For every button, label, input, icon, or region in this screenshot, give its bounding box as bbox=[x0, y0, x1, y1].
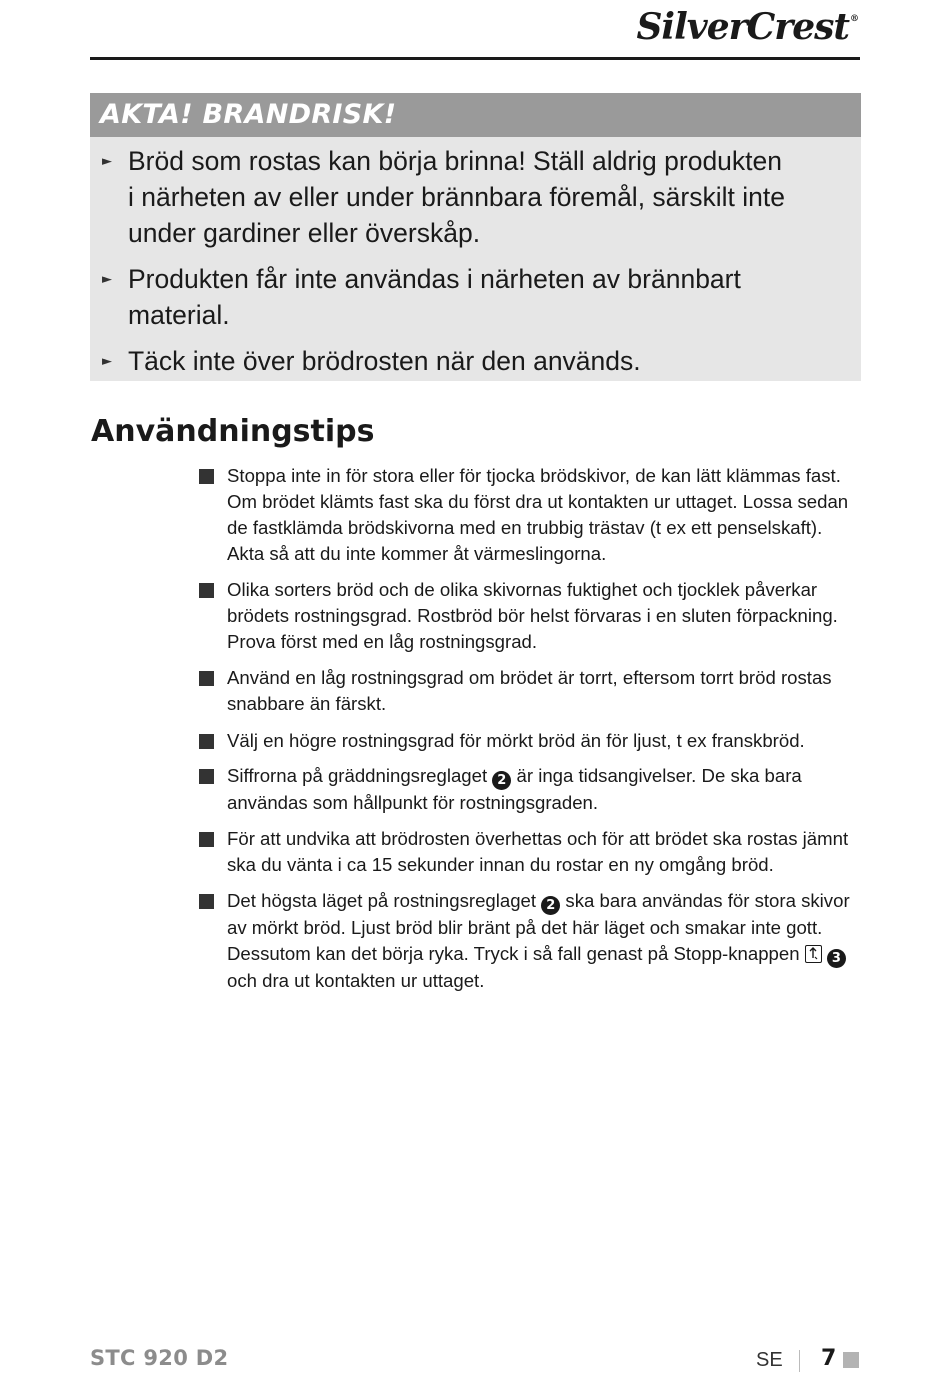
arrow-bullet-icon: ► bbox=[102, 354, 112, 369]
tip-text: Olika sorters bröd och de olika skivornas fuktighet och tjocklek påverkar brödets rostningsgrad. Rostbröd bör helst förvaras i en sluten förpackning. Prova först med en låg rostningsgrad. bbox=[227, 579, 838, 652]
page-marker-icon bbox=[843, 1352, 859, 1368]
warning-item-text: Produkten får inte användas i närheten av brännbart material. bbox=[128, 264, 741, 330]
warning-box bbox=[90, 93, 861, 381]
square-bullet-icon bbox=[199, 832, 214, 847]
brand-name: SilverCrest bbox=[636, 6, 849, 48]
footer-language: SE bbox=[756, 1349, 783, 1371]
reference-number-2-icon: 2 bbox=[541, 896, 560, 915]
brand-logo bbox=[636, 6, 858, 48]
tip-text: Stoppa inte in för stora eller för tjocka brödskivor, de kan lätt klämmas fast. Om brödet klämts fast ska du först dra ut kontakten ur uttaget. Lossa sedan de fastklämda brödskivorna med en trubbig trästav (t ex ett penselskaft). Akta så att du inte kommer åt värmeslingorna. bbox=[227, 465, 849, 564]
square-bullet-icon bbox=[199, 583, 214, 598]
warning-title: AKTA! BRANDRISK! bbox=[90, 93, 861, 137]
footer-divider bbox=[799, 1350, 800, 1372]
square-bullet-icon bbox=[199, 671, 214, 686]
tip-text: Det högsta läget på rostningsreglaget 2 ska bara användas för stora skivor av mörkt bröd. Ljust bröd blir bränt på det här läget och smakar inte gott. Dessutom kan det börja ryka. Tryck i så fall genast på Stopp-knappen 3 och dra ut kontakten ur uttaget. bbox=[227, 890, 850, 991]
registered-mark: ® bbox=[850, 14, 858, 24]
stop-button-icon bbox=[805, 945, 822, 963]
page-number: 7 bbox=[821, 1346, 837, 1371]
square-bullet-icon bbox=[199, 469, 214, 484]
square-bullet-icon bbox=[199, 769, 214, 784]
arrow-bullet-icon: ► bbox=[102, 154, 112, 169]
tip-text: Siffrorna på gräddningsreglaget 2 är inga tidsangivelser. De ska bara användas som hållpunkt för rostningsgraden. bbox=[227, 765, 802, 813]
tip-text: Använd en låg rostningsgrad om brödet är torrt, eftersom torrt bröd rostas snabbare än färskt. bbox=[227, 667, 832, 714]
reference-number-3-icon: 3 bbox=[827, 949, 846, 968]
section-title: Användningstips bbox=[91, 414, 375, 449]
tip-text: För att undvika att brödrosten överhettas och för att brödet ska rostas jämnt ska du vänta i ca 15 sekunder innan du rostar en ny omgång bröd. bbox=[227, 828, 849, 875]
footer-model: STC 920 D2 bbox=[90, 1346, 229, 1370]
warning-item-text: Bröd som rostas kan börja brinna! Ställ aldrig produkten i närheten av eller under brännbara föremål, särskilt inte under gardiner eller överskåp. bbox=[128, 146, 785, 248]
reference-number-2-icon: 2 bbox=[492, 771, 511, 790]
arrow-bullet-icon: ► bbox=[102, 272, 112, 287]
tip-text: Välj en högre rostningsgrad för mörkt bröd än för ljust, t ex franskbröd. bbox=[227, 730, 805, 751]
warning-item-text: Täck inte över brödrosten när den används. bbox=[128, 346, 641, 376]
square-bullet-icon bbox=[199, 734, 214, 749]
header-rule bbox=[90, 57, 860, 60]
square-bullet-icon bbox=[199, 894, 214, 909]
